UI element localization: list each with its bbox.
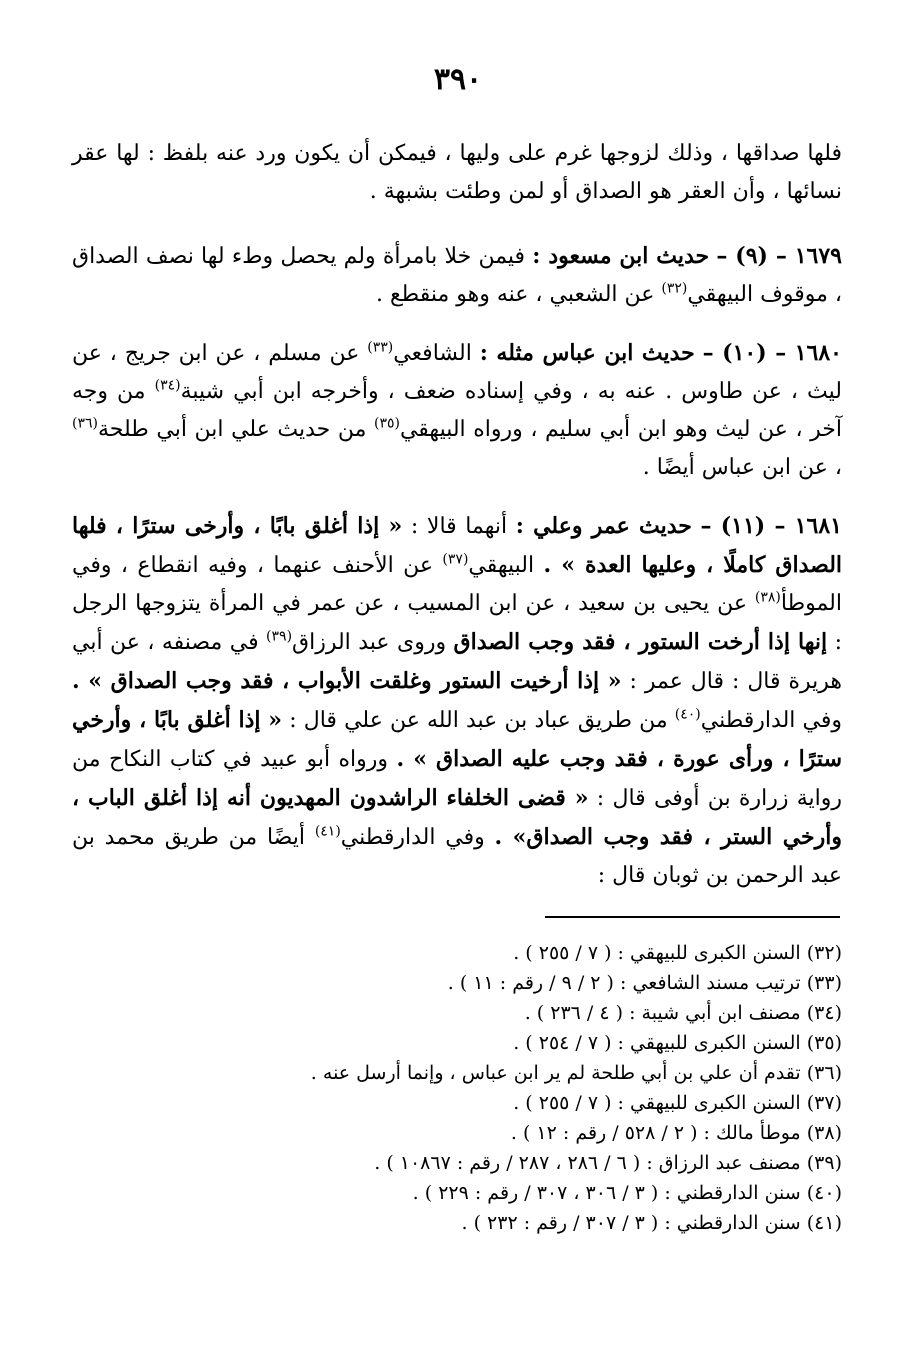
footnote-ref: (٣٧) [442,551,469,568]
footnote-item: (٤٠) سنن الدارقطني : ( ٣ / ٣٠٦ ، ٣٠٧ / رقم : ٢٢٩ ) . [412,1182,842,1204]
entry-text: عن يحيى بن سعيد ، عن ابن المسيب ، عن عمر في المرأة يتزوجها الرجل : [72,591,843,655]
entry-text: أنهما قالا : [410,514,508,539]
footnote-ref: (٣٥) [373,415,400,432]
quote: « إذا أرخيت الستور وغلقت الأبواب ، فقد وجب الصداق » . [72,668,622,694]
footnote-ref: (٤٠) [674,706,701,723]
footnote-ref: (٣٦) [72,415,98,432]
entry-text: وروى عبد الرزاق [292,630,447,655]
entry-text: من طريق عباد بن عبد الله عن علي قال : [289,708,668,733]
quote: إنها إذا أرخت الستور ، فقد وجب الصداق [453,629,828,655]
entry-number: ١٦٨١ – (١١) – [700,513,842,539]
hadith-entry-1679 [72,237,842,314]
hadith-entry-1680 [72,334,842,487]
footnote-item: (٣٦) تقدم أن علي بن أبي طلحة لم ير ابن عباس ، وإنما أرسل عنه . [310,1062,842,1084]
footnote-item: (٣٧) السنن الكبرى للبيهقي : ( ٧ / ٢٥٥ ) . [513,1092,842,1114]
entry-text: فيمن خلا بامرأة ولم يحصل وطء لها نصف الصداق ، موقوف البيهقي [72,244,842,307]
entry-text: البيهقي [468,553,535,578]
footnote-item: (٣٢) السنن الكبرى للبيهقي : ( ٧ / ٢٥٥ ) . [513,942,842,964]
footnote-ref: (٣٨) [754,589,781,606]
footnotes-list [72,938,842,1238]
entry-text: ورواه أبو عبيد في كتاب النكاح من رواية زرارة بن أوفى قال : [72,747,842,811]
entry-text: من حديث علي ابن أبي طلحة [97,417,367,442]
footnote-item: (٣٩) مصنف عبد الرزاق : ( ٦ / ٢٨٦ ، ٢٨٧ / رقم : ١٠٨٦٧ ) . [374,1152,842,1174]
quote: « قضى الخلفاء الراشدون المهديون أنه إذا أغلق الباب ، وأرخي الستر ، فقد وجب الصداق» . [72,785,843,850]
footnote-item: (٣٥) السنن الكبرى للبيهقي : ( ٧ / ٢٥٤ ) . [513,1032,842,1054]
footnote-ref: (٤١) [314,823,341,840]
intro-paragraph: فلها صداقها ، وذلك لزوجها غرم على وليها ، فيمكن أن يكون ورد عنه بلفظ : لها عقر نسائها ، وأن العقر هو الصداق أو لمن وطئت بشبهة . [72,141,842,204]
footnote-ref: (٣٤) [154,377,181,394]
entry-number: ١٦٨٠ – (١٠) – [702,340,842,366]
entry-title: حديث ابن عباس مثله : [479,340,695,366]
footnote-ref: (٣٣) [367,339,394,356]
quote: « إذا أغلق بابًا ، وأرخي سترًا ، ورأى عورة ، فقد وجب عليه الصداق » . [72,707,843,772]
footnote-item: (٤١) سنن الدارقطني : ( ٣ / ٣٠٧ / رقم : ٢٣٢ ) . [461,1212,842,1234]
entry-text: أيضًا من طريق محمد بن عبد الرحمن بن ثوبان قال : [72,825,842,888]
entry-text: عن الأحنف عنهما ، وفيه انقطاع ، وفي الموطأ [72,553,842,616]
footnote-divider [545,916,840,918]
main-text [72,135,842,915]
entry-text: ، عن ابن عباس أيضًا . [642,455,842,480]
footnote-item: (٣٣) ترتيب مسند الشافعي : ( ٢ / ٩ / رقم : ١١ ) . [447,972,842,994]
page-number: ٣٩٠ [433,62,483,97]
hadith-entry-1681 [72,507,842,895]
entry-title: حديث عمر وعلي : [515,513,692,539]
footnote-item: (٣٤) مصنف ابن أبي شيبة : ( ٤ / ٢٣٦ ) . [524,1002,842,1024]
entry-text: وفي الدارقطني [700,708,842,733]
entry-text: الشافعي [393,341,472,366]
footnote-ref: (٣٩) [266,628,293,645]
quote: « إذا أغلق بابًا ، وأرخى سترًا ، فلها الصداق كاملًا ، وعليها العدة » . [72,513,843,578]
entry-title: حديث ابن مسعود : [532,243,710,269]
entry-text: وفي الدارقطني [340,825,485,850]
footnote-item: (٣٨) موطأ مالك : ( ٢ / ٥٢٨ / رقم : ١٢ ) . [510,1122,842,1144]
footnote-ref: (٣٢) [661,280,688,297]
entry-text: عن الشعبي ، عنه وهو منقطع . [375,282,655,307]
entry-text: عن مسلم ، عن ابن جريج ، عن ليث ، عن طاوس . عنه به ، وفي إسناده ضعف ، وأخرجه ابن أبي شيبة [72,341,842,404]
entry-text: من وجه آخر ، عن ليث وهو ابن أبي سليم ، ورواه البيهقي [72,379,843,442]
entry-text: في مصنفه ، عن أبي هريرة قال : قال عمر : [72,630,843,694]
entry-number: ١٦٧٩ – (٩) – [716,243,842,269]
